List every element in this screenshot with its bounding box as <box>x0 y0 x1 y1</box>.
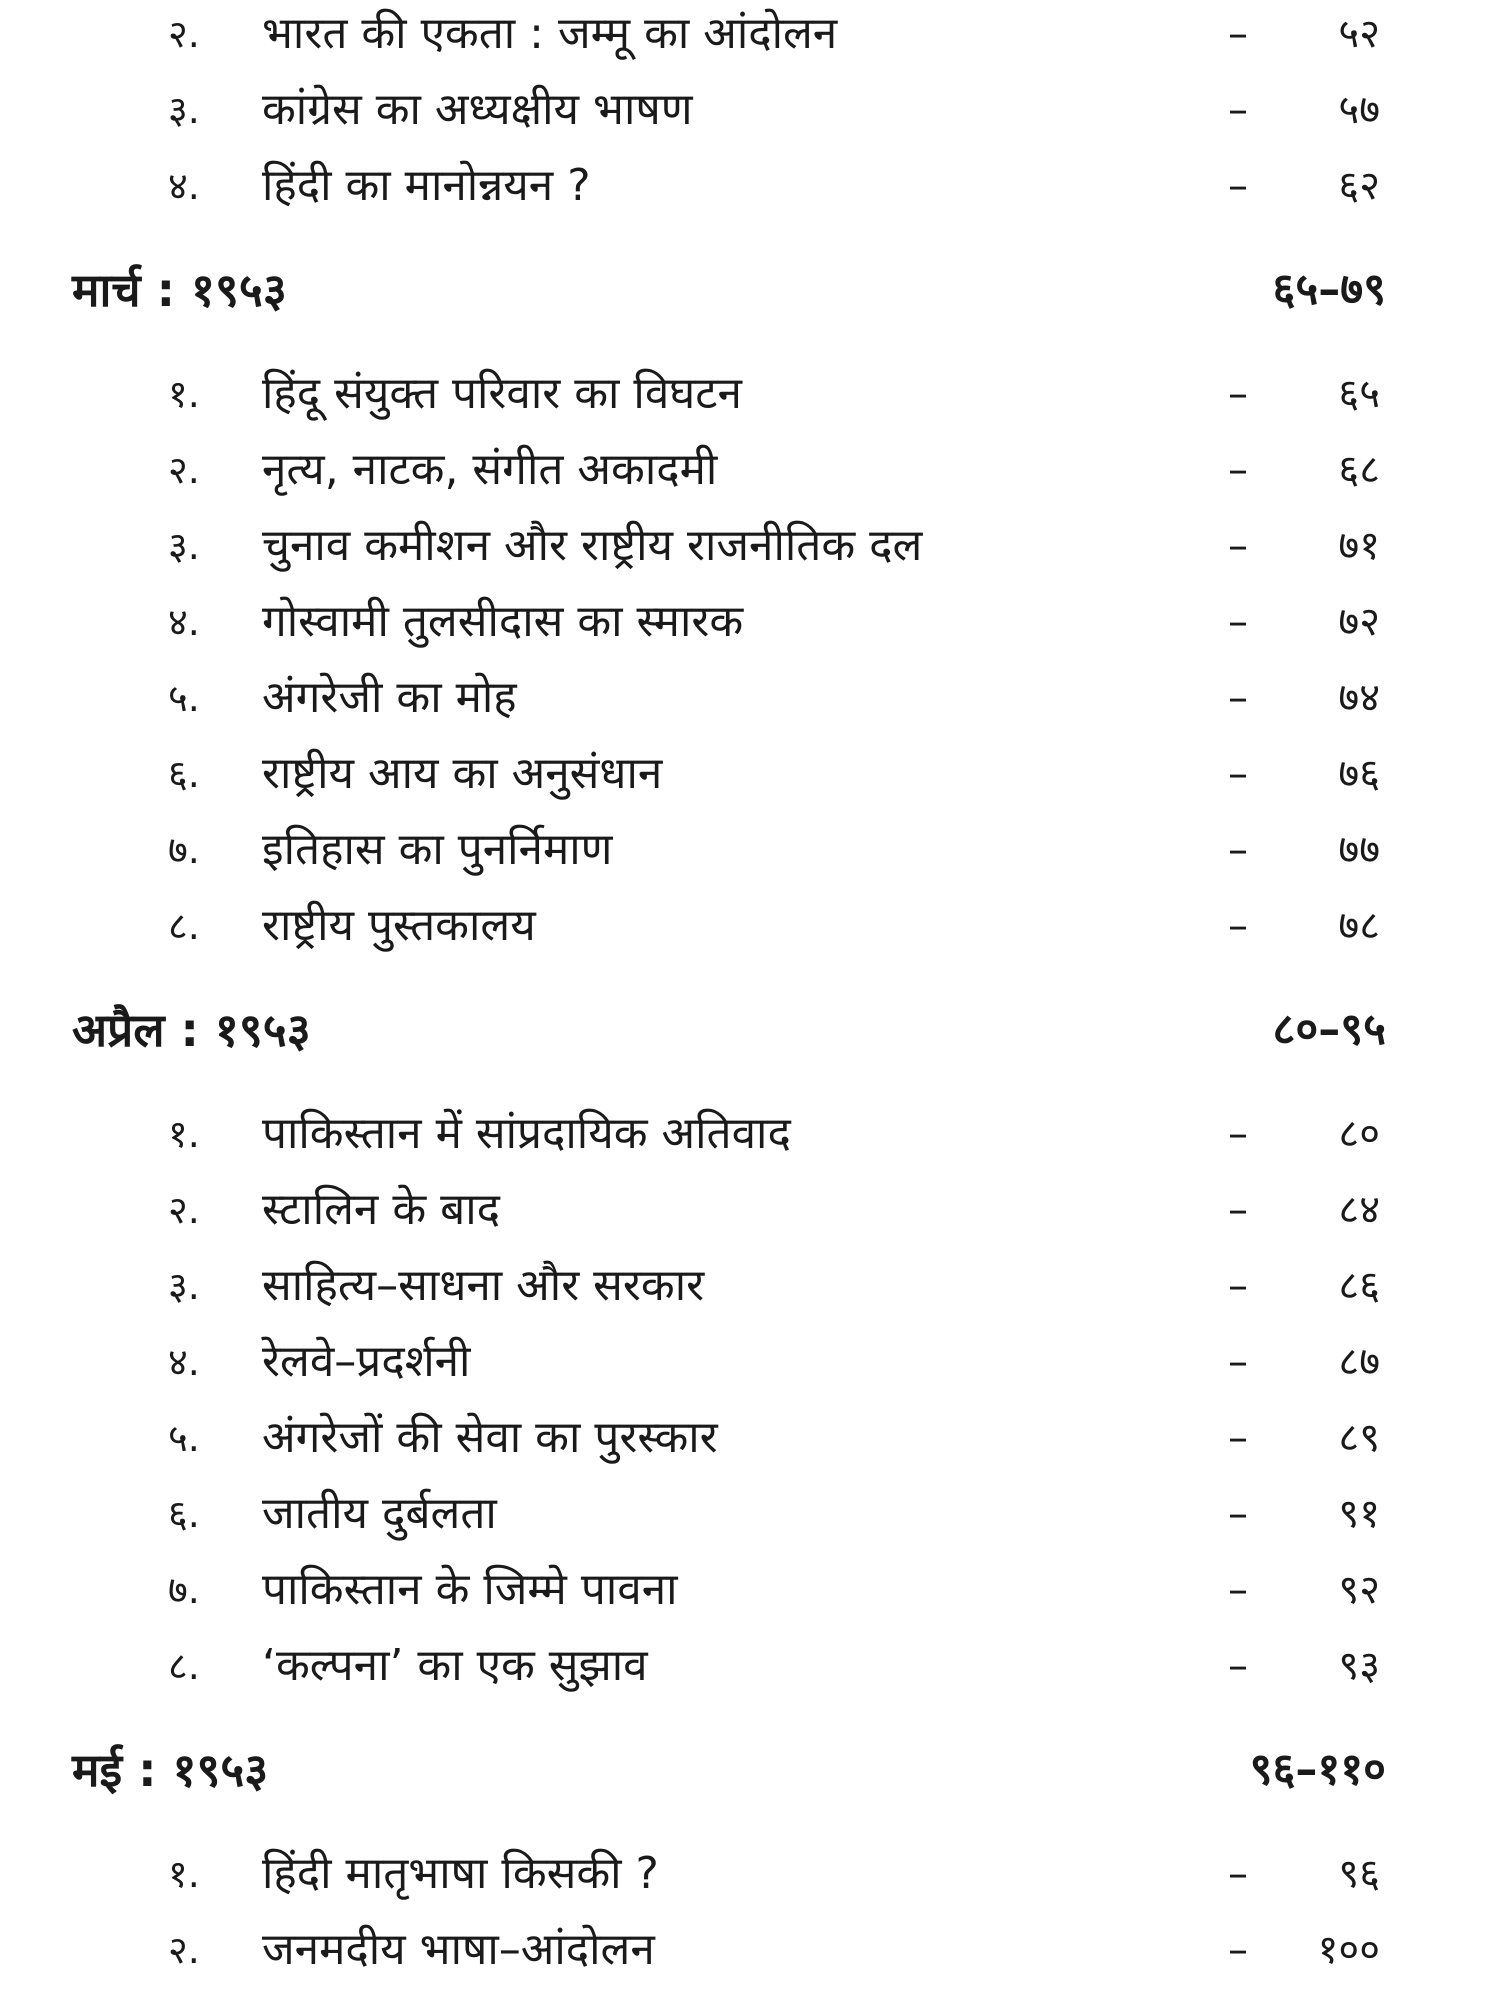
entry-dash: – <box>1228 1263 1248 1309</box>
entry-title: अंगरेजों की सेवा का पुरस्कार <box>262 1412 718 1463</box>
entry-number: ४. <box>168 1340 200 1384</box>
entry-dash: – <box>1228 1339 1248 1385</box>
entry-dash: – <box>1228 1415 1248 1461</box>
entry-number: ४. <box>168 164 200 208</box>
toc-entry <box>0 894 1500 958</box>
toc-entry <box>0 742 1500 806</box>
entry-page-number: ७४ <box>1338 675 1380 721</box>
entry-title: भारत की एकता : जम्मू का आंदोलन <box>262 8 838 59</box>
entry-number: १. <box>168 372 200 416</box>
entry-dash: – <box>1228 87 1248 133</box>
entry-page-number: ८६ <box>1338 1263 1380 1309</box>
entry-number: ४. <box>168 600 200 644</box>
entry-page-number: ८७ <box>1338 1339 1380 1385</box>
entry-dash: – <box>1228 1491 1248 1537</box>
entry-title: राष्ट्रीय पुस्तकालय <box>262 900 536 951</box>
entry-page-number: ९३ <box>1338 1643 1380 1689</box>
toc-entry <box>0 362 1500 426</box>
entry-title: रेलवे–प्रदर्शनी <box>262 1336 471 1387</box>
section-page-range: ८०–९५ <box>1272 1004 1386 1055</box>
entry-page-number: ९२ <box>1338 1567 1380 1613</box>
entry-number: १. <box>168 1112 200 1156</box>
entry-page-number: ८० <box>1338 1111 1380 1157</box>
section-page-range: ६५–७९ <box>1272 264 1386 315</box>
entry-dash: – <box>1228 1927 1248 1973</box>
entry-dash: – <box>1228 1187 1248 1233</box>
entry-dash: – <box>1228 1851 1248 1897</box>
section-title: मई : १९५३ <box>72 1743 269 1797</box>
toc-entry <box>0 1330 1500 1394</box>
entry-number: ३. <box>168 88 200 132</box>
entry-number: २. <box>168 448 200 492</box>
entry-number: ६. <box>168 752 200 796</box>
entry-title: गोस्वामी तुलसीदास का स्मारक <box>262 596 744 647</box>
entry-title: राष्ट्रीय आय का अनुसंधान <box>262 748 663 799</box>
entry-title: जनमदीय भाषा–आंदोलन <box>262 1924 655 1975</box>
section-title: अप्रैल : १९५३ <box>72 1003 311 1057</box>
entry-page-number: ९१ <box>1338 1491 1380 1537</box>
entry-page-number: ७७ <box>1338 827 1380 873</box>
entry-number: ७. <box>168 1568 200 1612</box>
toc-entry <box>0 1558 1500 1622</box>
toc-entry <box>0 78 1500 142</box>
toc-entry <box>0 1406 1500 1470</box>
section-heading-may <box>0 1738 1500 1802</box>
entry-title: इतिहास का पुनर्निमाण <box>262 824 613 875</box>
entry-title: नृत्य, नाटक, संगीत अकादमी <box>262 444 718 495</box>
entry-title: पाकिस्तान के जिम्मे पावना <box>262 1564 678 1615</box>
entry-dash: – <box>1228 1567 1248 1613</box>
toc-entry <box>0 1842 1500 1906</box>
entry-number: १. <box>168 1852 200 1896</box>
entry-page-number: ५२ <box>1338 11 1380 57</box>
entry-dash: – <box>1228 599 1248 645</box>
entry-title: स्टालिन के बाद <box>262 1184 500 1235</box>
toc-entry <box>0 1178 1500 1242</box>
entry-dash: – <box>1228 903 1248 949</box>
toc-entry <box>0 818 1500 882</box>
entry-dash: – <box>1228 1111 1248 1157</box>
entry-page-number: ६५ <box>1338 371 1380 417</box>
entry-number: ७. <box>168 828 200 872</box>
entry-dash: – <box>1228 523 1248 569</box>
entry-dash: – <box>1228 447 1248 493</box>
entry-dash: – <box>1228 163 1248 209</box>
entry-page-number: ५७ <box>1338 87 1380 133</box>
section-title: मार्च : १९५३ <box>72 263 287 317</box>
toc-entry <box>0 438 1500 502</box>
entry-number: ८. <box>168 904 200 948</box>
section-page-range: ९६–११० <box>1249 1744 1386 1795</box>
entry-page-number: ७६ <box>1338 751 1380 797</box>
section-heading-april <box>0 998 1500 1062</box>
entry-dash: – <box>1228 11 1248 57</box>
entry-page-number: ९६ <box>1338 1851 1380 1897</box>
entry-number: २. <box>168 1928 200 1972</box>
entry-title: जातीय दुर्बलता <box>262 1488 497 1539</box>
entry-dash: – <box>1228 371 1248 417</box>
entry-title: हिंदू संयुक्त परिवार का विघटन <box>262 368 742 419</box>
entry-page-number: ७१ <box>1338 523 1380 569</box>
entry-title: कांग्रेस का अध्यक्षीय भाषण <box>262 84 693 135</box>
entry-number: ६. <box>168 1492 200 1536</box>
entry-page-number: ७८ <box>1338 903 1380 949</box>
entry-page-number: १०० <box>1317 1927 1380 1973</box>
toc-entry <box>0 2 1500 66</box>
toc-entry <box>0 590 1500 654</box>
toc-entry <box>0 1634 1500 1698</box>
section-heading-march <box>0 258 1500 322</box>
entry-number: ८. <box>168 1644 200 1688</box>
entry-title: हिंदी का मानोन्नयन ? <box>262 160 591 211</box>
entry-title: अंगरेजी का मोह <box>262 672 517 723</box>
entry-dash: – <box>1228 1643 1248 1689</box>
toc-entry <box>0 666 1500 730</box>
entry-page-number: ८९ <box>1338 1415 1380 1461</box>
entry-page-number: ६२ <box>1338 163 1380 209</box>
toc-entry <box>0 1918 1500 1982</box>
entry-page-number: ७२ <box>1338 599 1380 645</box>
entry-number: ३. <box>168 524 200 568</box>
entry-number: ५. <box>168 1416 200 1460</box>
entry-page-number: ६८ <box>1338 447 1380 493</box>
entry-dash: – <box>1228 675 1248 721</box>
toc-entry <box>0 154 1500 218</box>
toc-entry <box>0 1102 1500 1166</box>
entry-page-number: ८४ <box>1338 1187 1380 1233</box>
entry-title: चुनाव कमीशन और राष्ट्रीय राजनीतिक दल <box>262 520 923 571</box>
toc-entry <box>0 1254 1500 1318</box>
toc-entry <box>0 514 1500 578</box>
entry-dash: – <box>1228 827 1248 873</box>
entry-number: ५. <box>168 676 200 720</box>
entry-title: ‘कल्पना’ का एक सुझाव <box>262 1640 648 1691</box>
entry-title: साहित्य–साधना और सरकार <box>262 1260 705 1311</box>
entry-number: २. <box>168 12 200 56</box>
entry-title: हिंदी मातृभाषा किसकी ? <box>262 1848 659 1899</box>
toc-entry <box>0 1482 1500 1546</box>
entry-dash: – <box>1228 751 1248 797</box>
entry-title: पाकिस्तान में सांप्रदायिक अतिवाद <box>262 1108 791 1159</box>
entry-number: २. <box>168 1188 200 1232</box>
entry-number: ३. <box>168 1264 200 1308</box>
